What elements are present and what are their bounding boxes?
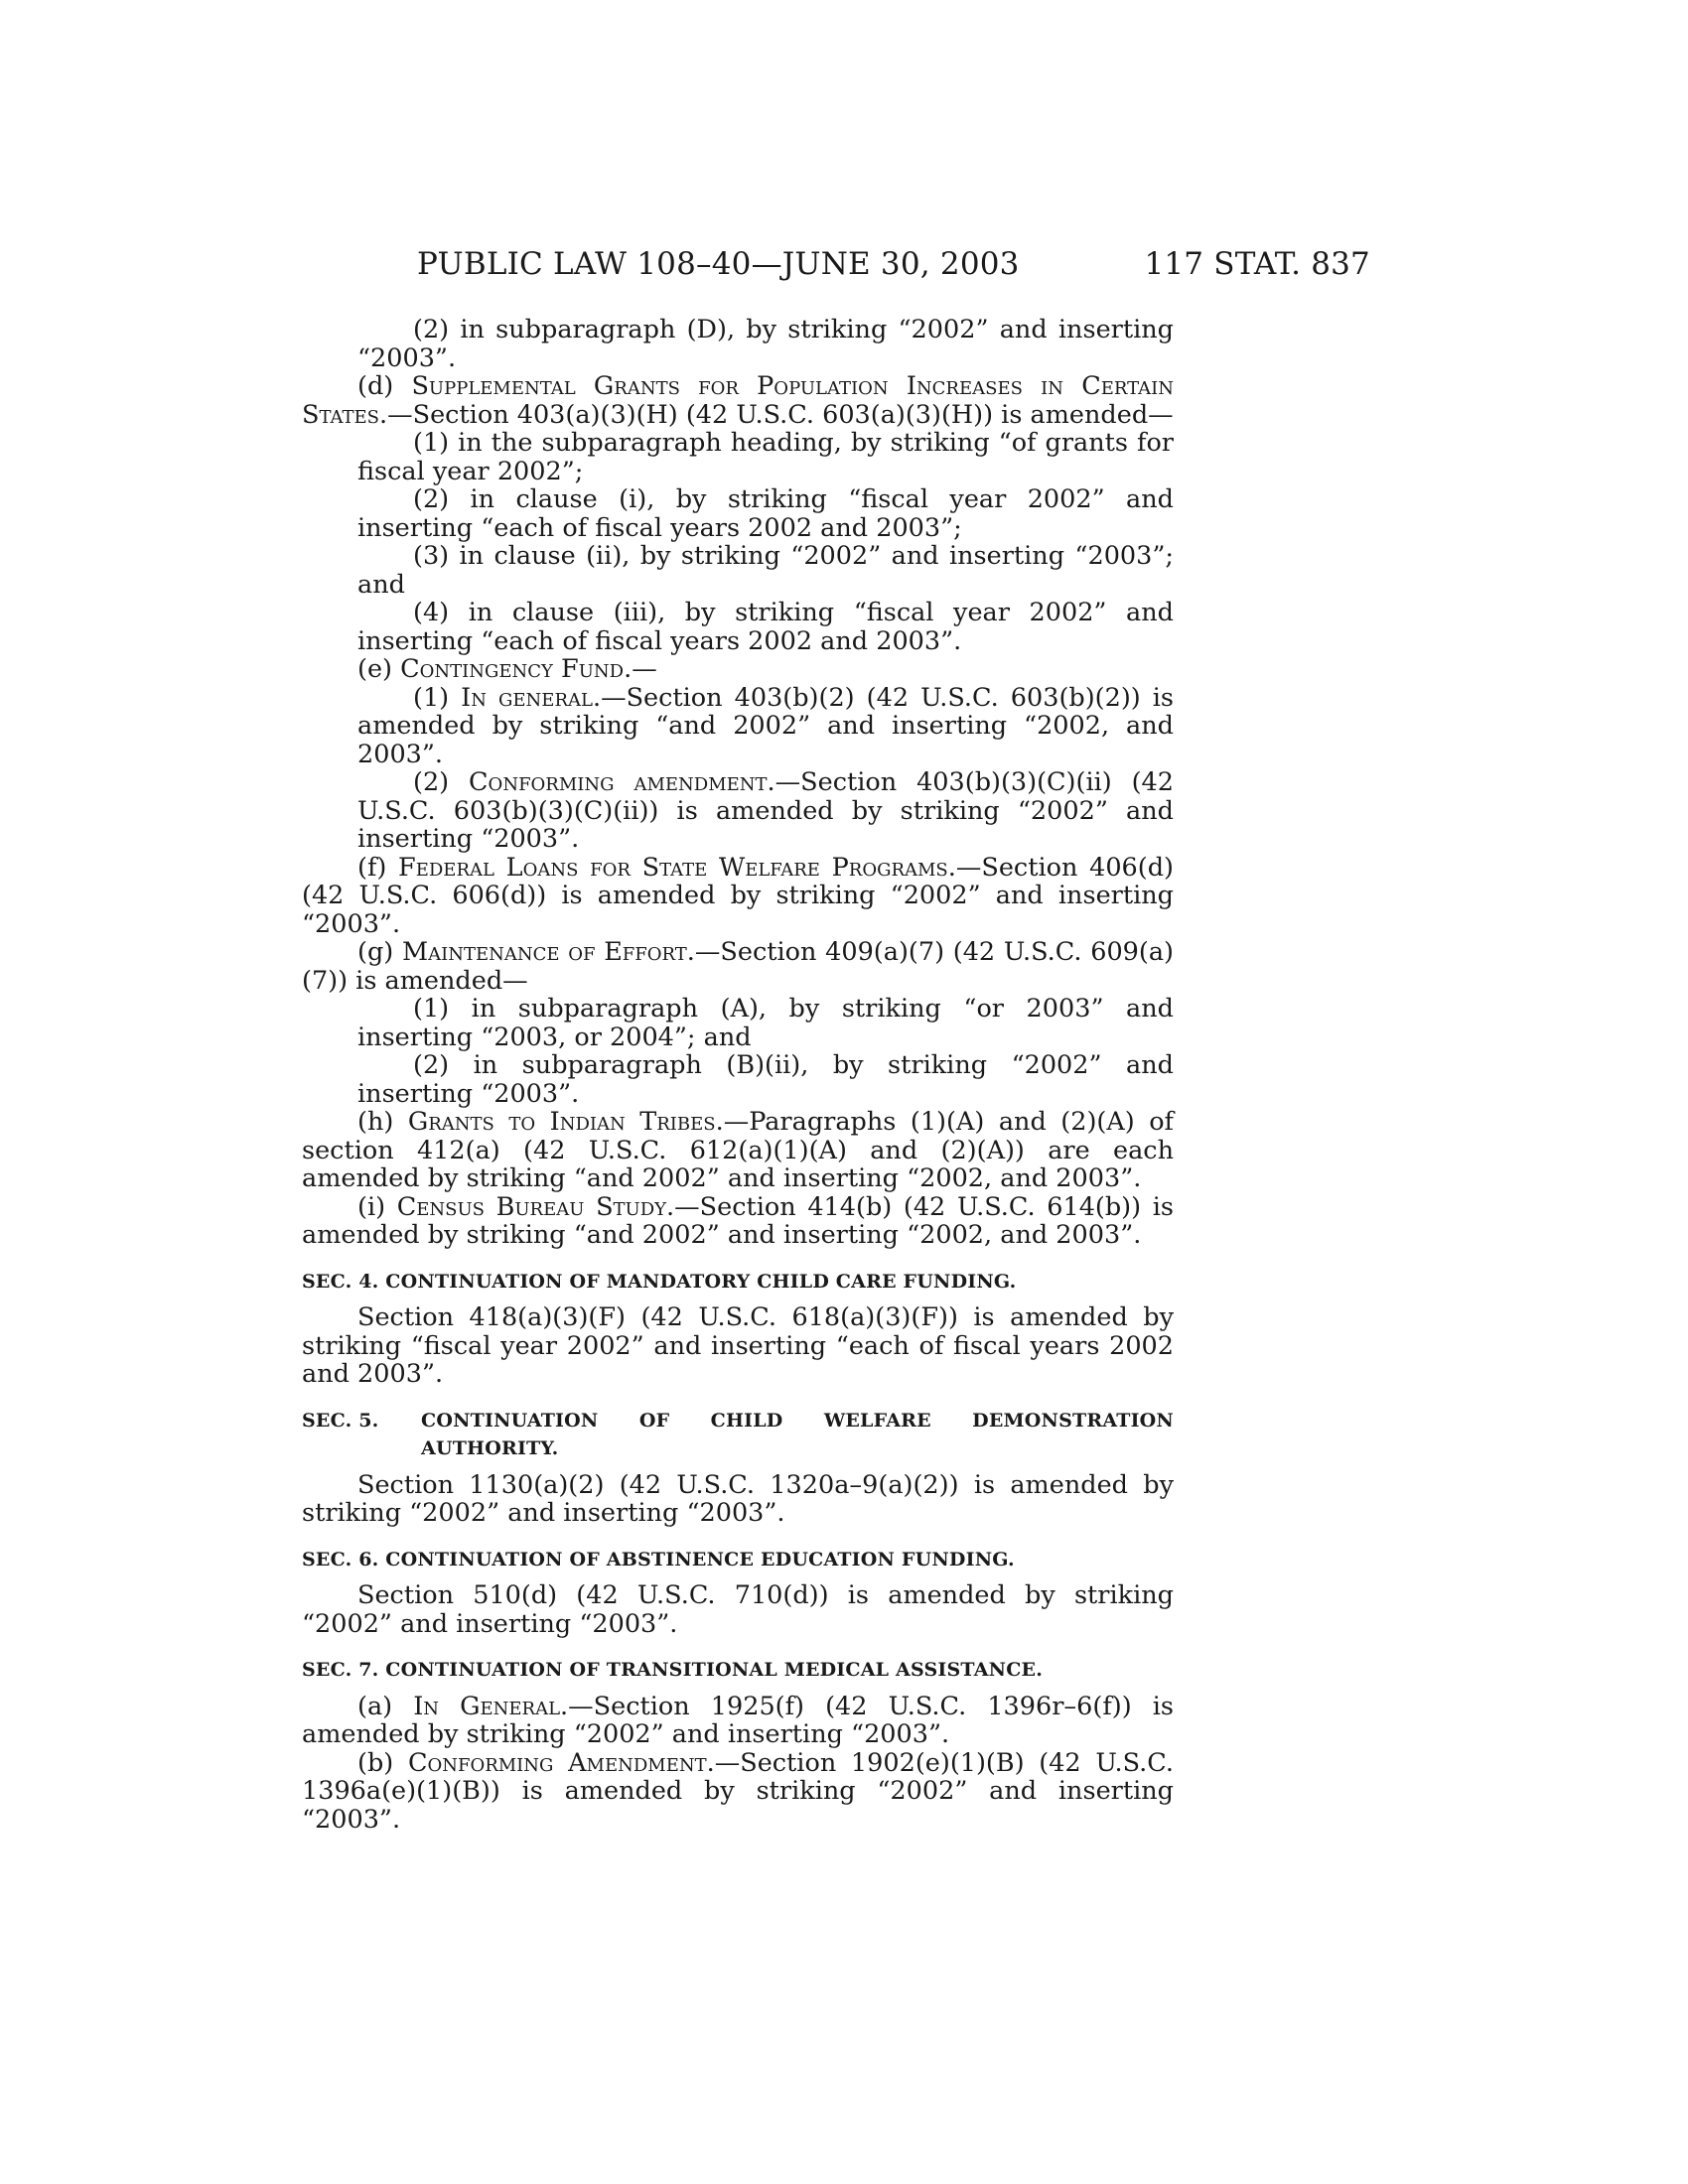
- paragraph-h: (h) Grants to Indian Tribes.—Paragraphs (1)(A) and (2)(A) of section 412(a) (42 U.S.C. 612(a)(1)(A) and (2)(A)) are each amended by striking “and 2002” and inserting “2002, and 2003”.: [302, 1107, 1174, 1193]
- paragraph-d3: (3) in clause (ii), by striking “2002” and inserting “2003”; and: [357, 541, 1174, 600]
- paragraph-g2: (2) in subparagraph (B)(ii), by striking “2002” and inserting “2003”.: [357, 1050, 1174, 1109]
- paragraph-c2: (2) in subparagraph (D), by striking “2002” and inserting “2003”.: [357, 315, 1174, 373]
- paragraph-d4: (4) in clause (iii), by striking “fiscal year 2002” and inserting “each of fiscal years 2002 and 2003”.: [357, 598, 1174, 656]
- paragraph-g1: (1) in subparagraph (A), by striking “or 2003” and inserting “2003, or 2004”; and: [357, 994, 1174, 1052]
- paragraph-d1: (1) in the subparagraph heading, by striking “of grants for fiscal year 2002”;: [357, 428, 1174, 486]
- section-6-text: Section 510(d) (42 U.S.C. 710(d)) is amended by striking “2002” and inserting “2003”.: [302, 1580, 1174, 1639]
- heading-i: Census Bureau Study.: [396, 1191, 675, 1222]
- section-4-heading: SEC. 4. CONTINUATION OF MANDATORY CHILD CARE FUNDING.: [302, 1270, 1017, 1293]
- heading-e1: In general.: [461, 682, 602, 713]
- paragraph-d2: (2) in clause (i), by striking “fiscal year 2002” and inserting “each of fiscal years 2002 and 2003”;: [357, 484, 1174, 543]
- paragraph-e: (e) Contingency Fund.—: [357, 654, 657, 684]
- paragraph-e1: (1) In general.—Section 403(b)(2) (42 U.S.C. 603(b)(2)) is amended by striking “and 2002” and inserting “2002, and 2003”.: [357, 682, 1175, 769]
- heading-h: Grants to Indian Tribes.: [407, 1107, 724, 1137]
- section-7-a: (a) In General.—Section 1925(f) (42 U.S.C. 1396r–6(f)) is amended by striking “2002” and inserting “2003”.: [302, 1691, 1174, 1749]
- section-4-text: Section 418(a)(3)(F) (42 U.S.C. 618(a)(3)(F)) is amended by striking “fiscal year 2002” and inserting “each of fiscal years 2002 and 2003”.: [302, 1302, 1174, 1389]
- section-5-heading: [302, 1407, 1174, 1463]
- heading-7b: Conforming Amendment.: [407, 1747, 715, 1778]
- section-5-title: CONTINUATION OF CHILD WELFARE DEMONSTRATION AUTHORITY.: [421, 1409, 1174, 1459]
- statute-page-number: 117 STAT. 837: [1144, 246, 1370, 282]
- paragraph-g: (g) Maintenance of Effort.—Section 409(a)(7) (42 U.S.C. 609(a)(7)) is amended—: [302, 937, 1174, 996]
- heading-g: Maintenance of Effort.: [401, 937, 695, 967]
- document-body: [302, 316, 1174, 1834]
- heading-e2: Conforming amendment.: [469, 767, 775, 797]
- section-5-text: Section 1130(a)(2) (42 U.S.C. 1320a–9(a)(2)) is amended by striking “2002” and inserting “2003”.: [302, 1469, 1174, 1528]
- heading-d: Supplemental Grants for Population Increases in Certain States.: [302, 371, 1174, 430]
- section-5-number: SEC. 5.: [302, 1409, 379, 1432]
- paragraph-i: (i) Census Bureau Study.—Section 414(b) (42 U.S.C. 614(b)) is amended by striking “and 2002” and inserting “2002, and 2003”.: [302, 1191, 1174, 1250]
- heading-e: Contingency Fund.: [400, 654, 633, 684]
- paragraph-f: (f) Federal Loans for State Welfare Programs.—Section 406(d) (42 U.S.C. 606(d)) is amended by striking “2002” and inserting “2003”.: [302, 852, 1174, 939]
- running-head-title: PUBLIC LAW 108–40—JUNE 30, 2003: [417, 246, 1020, 282]
- section-7-b: (b) Conforming Amendment.—Section 1902(e)(1)(B) (42 U.S.C. 1396a(e)(1)(B)) is amended by striking “2002” and inserting “2003”.: [302, 1747, 1174, 1835]
- page-header: [417, 246, 1370, 286]
- paragraph-e2: (2) Conforming amendment.—Section 403(b)(3)(C)(ii) (42 U.S.C. 603(b)(3)(C)(ii)) is amended by striking “2002” and inserting “2003”.: [357, 767, 1175, 854]
- heading-7a: In General.: [413, 1691, 569, 1721]
- section-7-heading: SEC. 7. CONTINUATION OF TRANSITIONAL MEDICAL ASSISTANCE.: [302, 1659, 1044, 1681]
- heading-f: Federal Loans for State Welfare Programs.: [398, 852, 956, 883]
- paragraph-d: (d) Supplemental Grants for Population Increases in Certain States.—Section 403(a)(3)(H) (42 U.S.C. 603(a)(3)(H)) is amended—: [302, 371, 1174, 430]
- section-6-heading: SEC. 6. CONTINUATION OF ABSTINENCE EDUCATION FUNDING.: [302, 1548, 1015, 1570]
